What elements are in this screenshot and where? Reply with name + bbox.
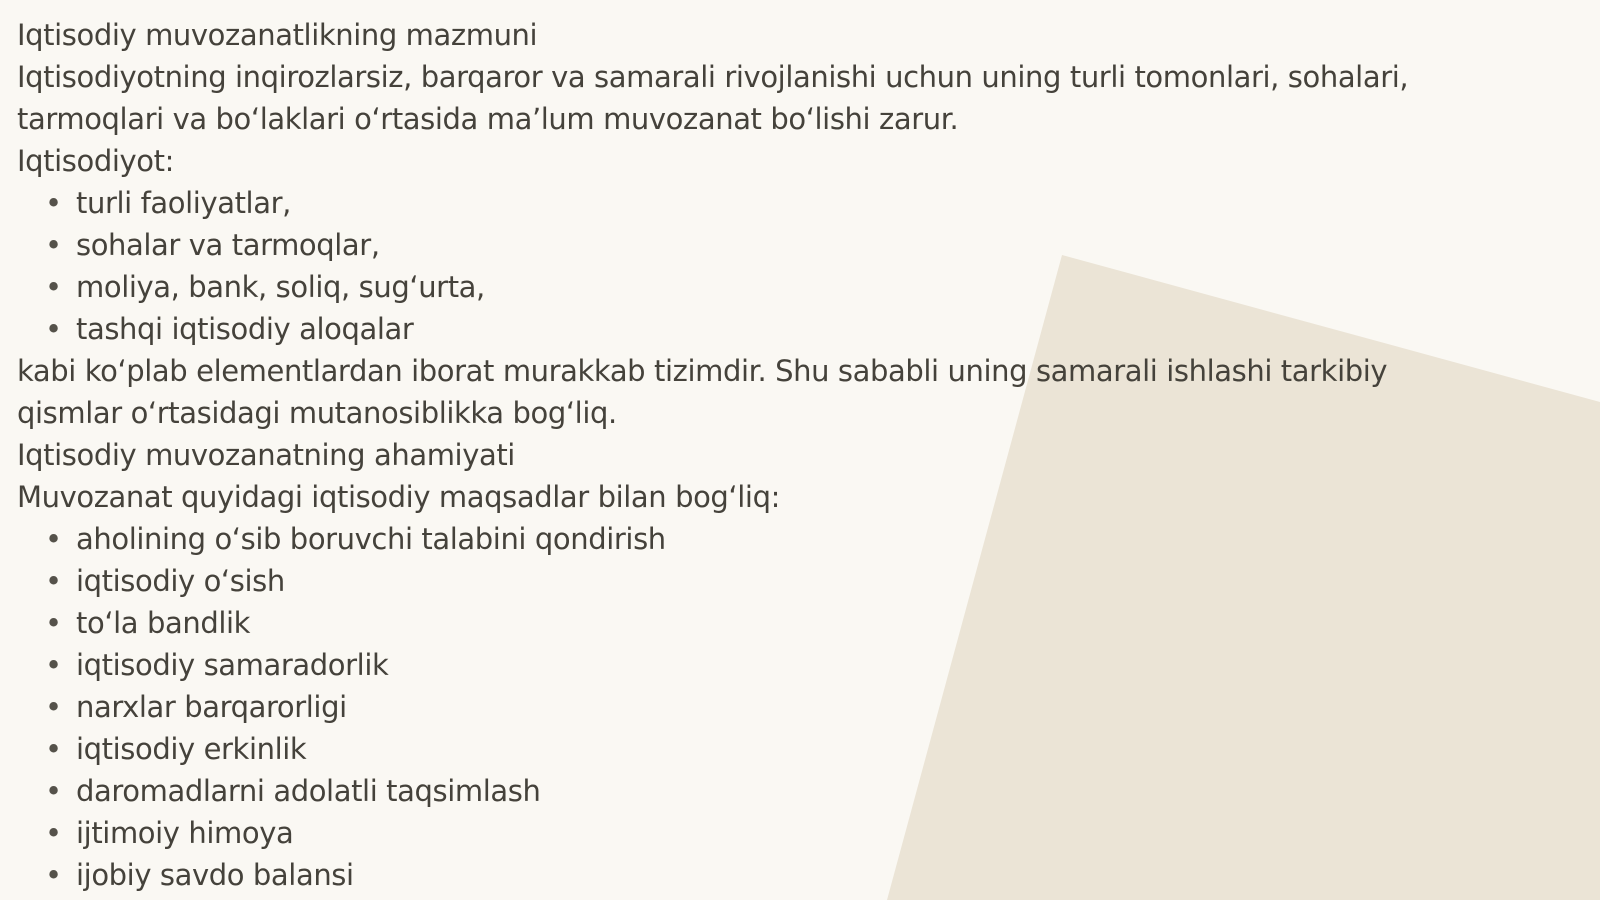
paragraph-system-line-2: qismlar o‘rtasidagi mutanosiblikka bog‘liq. bbox=[17, 396, 617, 430]
paragraph-system-line-1: kabi ko‘plab elementlardan iborat murakkab tizimdir. Shu sababli uning samarali ishlashi tarkibiy bbox=[17, 354, 1388, 388]
paragraph-intro-line-1: Iqtisodiyotning inqirozlarsiz, barqaror va samarali rivojlanishi uchun uning turli tomonlari, sohalari, bbox=[17, 60, 1409, 94]
goals-lead: Muvozanat quyidagi iqtisodiy maqsadlar bilan bog‘liq: bbox=[17, 480, 780, 514]
list-item: • iqtisodiy o‘sish bbox=[17, 560, 1577, 602]
heading-content-meaning: Iqtisodiy muvozanatlikning mazmuni bbox=[17, 18, 538, 52]
document-content bbox=[17, 14, 1577, 896]
economy-lead: Iqtisodiyot: bbox=[17, 144, 174, 178]
list-item: • turli faoliyatlar, bbox=[17, 182, 1577, 224]
list-item: • aholining o‘sib boruvchi talabini qondirish bbox=[17, 518, 1577, 560]
list-item: • tashqi iqtisodiy aloqalar bbox=[17, 308, 1577, 350]
list-item: • ijobiy savdo balansi bbox=[17, 854, 1577, 896]
list-item: • iqtisodiy samaradorlik bbox=[17, 644, 1577, 686]
list-item: • daromadlarni adolatli taqsimlash bbox=[17, 770, 1577, 812]
paragraph-intro-line-2: tarmoqlari va bo‘laklari o‘rtasida ma’lum muvozanat bo‘lishi zarur. bbox=[17, 102, 959, 136]
list-item: • moliya, bank, soliq, sug‘urta, bbox=[17, 266, 1577, 308]
list-item: • to‘la bandlik bbox=[17, 602, 1577, 644]
list-item: • sohalar va tarmoqlar, bbox=[17, 224, 1577, 266]
list-item: • ijtimoiy himoya bbox=[17, 812, 1577, 854]
economic-goals-list bbox=[17, 518, 1577, 896]
economy-elements-list bbox=[17, 182, 1577, 350]
list-item: • iqtisodiy erkinlik bbox=[17, 728, 1577, 770]
heading-importance: Iqtisodiy muvozanatning ahamiyati bbox=[17, 438, 515, 472]
list-item: • narxlar barqarorligi bbox=[17, 686, 1577, 728]
